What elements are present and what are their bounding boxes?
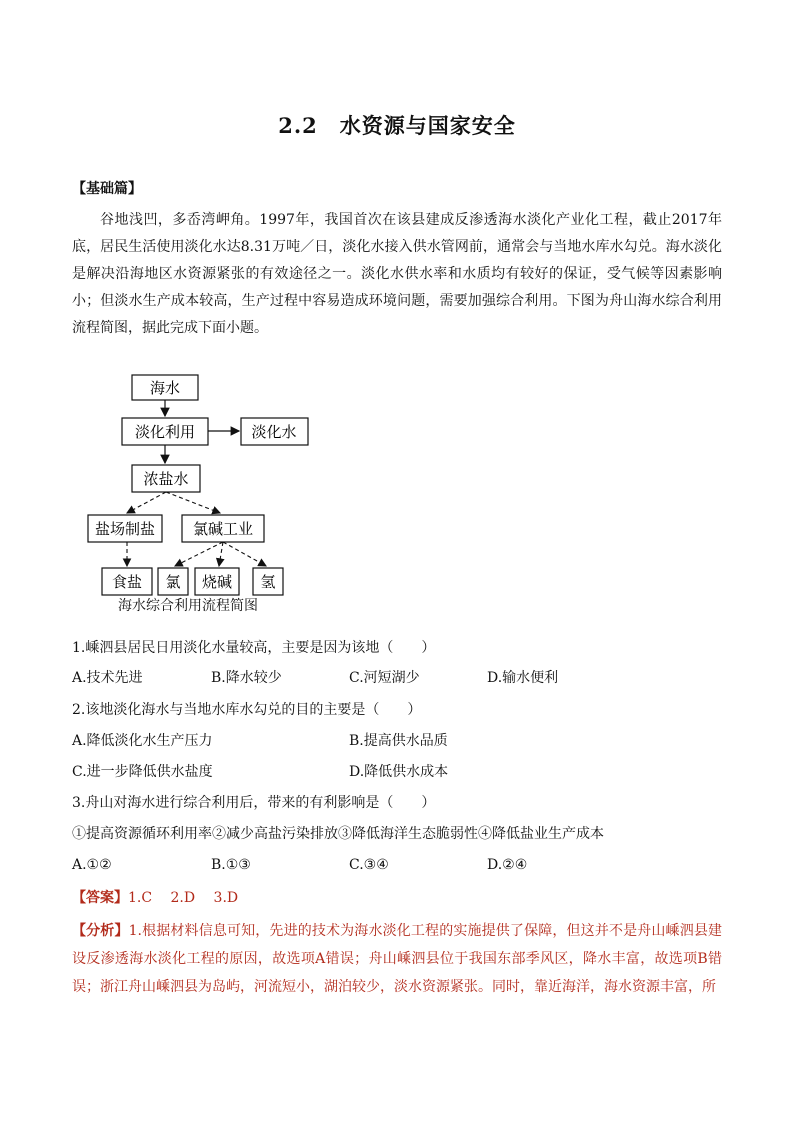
flow-diagram [72, 360, 332, 620]
node-hydrogen-label: 氢 [260, 573, 276, 591]
question-1-option-a: A.技术先进 [72, 670, 143, 686]
question-1-stem: 1.嵊泗县居民日用淡化水量较高，主要是因为该地（ ） [72, 640, 436, 656]
question-3-option-d: D.②④ [487, 857, 528, 873]
answer-text: 1.C 2.D 3.D [128, 890, 239, 906]
edge-chloralkali-caustic [219, 542, 223, 566]
answer-label: 【答案】 [72, 890, 128, 906]
node-seawater-label: 海水 [149, 379, 181, 397]
intro-paragraph [72, 207, 722, 342]
node-chloralkali-label: 氯碱工业 [192, 520, 254, 538]
node-brine-label: 浓盐水 [143, 470, 189, 488]
question-3-option-a: A.①② [72, 857, 112, 873]
edge-brine-chloralkali [166, 492, 220, 513]
page-title: 2.2 水资源与国家安全 [278, 113, 516, 138]
analysis-label: 【分析】 [72, 923, 129, 939]
answer-line [72, 887, 238, 907]
question-2-option-c: C.进一步降低供水盐度 [72, 764, 213, 780]
question-1-option-d: D.输水便利 [487, 670, 559, 686]
analysis-block [72, 917, 722, 1001]
question-2-stem: 2.该地淡化海水与当地水库水勾兑的目的主要是（ ） [72, 702, 422, 718]
question-1-option-b: B.降水较少 [211, 670, 282, 686]
question-2-option-b: B.提高供水品质 [349, 733, 448, 749]
node-fresh-label: 淡化水 [251, 423, 297, 441]
node-chlorine-label: 氯 [165, 573, 181, 591]
node-saltworks-label: 盐场制盐 [94, 520, 156, 538]
question-2-option-d: D.降低供水成本 [349, 764, 449, 780]
question-3-option-c: C.③④ [349, 857, 389, 873]
edge-chloralkali-hydrogen [223, 542, 266, 566]
analysis-text: 1.根据材料信息可知，先进的技术为海水淡化工程的实施提供了保障，但这并不是舟山嵊泗县建设反渗透海水淡化工程的原因，故选项A错误；舟山嵊泗县位于我国东部季风区，降水丰富，故选项B错误；浙江舟山嵊泗县为岛屿，河流短小，湖泊较少，淡水资源紧张。同时，靠近海洋，海水资源丰富，所 [72, 923, 722, 995]
question-1-option-c: C.河短湖少 [349, 670, 420, 686]
diagram-caption: 海水综合利用流程简图 [118, 598, 258, 614]
edge-chloralkali-chlorine [175, 542, 223, 566]
edge-brine-saltworks [127, 492, 166, 513]
question-3-option-b: B.①③ [211, 857, 251, 873]
section-label: 【基础篇】 [72, 181, 142, 197]
node-caustic-label: 烧碱 [201, 573, 233, 591]
node-salt-label: 食盐 [111, 573, 143, 591]
question-2-option-a: A.降低淡化水生产压力 [72, 733, 213, 749]
intro-text: 谷地浅凹，多岙湾岬角。1997年，我国首次在该县建成反渗透海水淡化产业化工程，截止2017年底，居民生活使用淡化水达8.31万吨／日，淡化水接入供水管网前，通常会与当地水库水勾兑。海水淡化是解决沿海地区水资源紧张的有效途径之一。淡化水供水率和水质均有较好的保证，受气候等因素影响小；但淡水生产成本较高，生产过程中容易造成环境问题，需要加强综合利用。下图为舟山海水综合利用流程简图，据此完成下面小题。 [72, 212, 722, 336]
node-desal-label: 淡化利用 [134, 423, 196, 441]
question-3-statement: ①提高资源循环利用率②减少高盐污染排放③降低海洋生态脆弱性④降低盐业生产成本 [72, 826, 604, 842]
question-3-stem: 3.舟山对海水进行综合利用后，带来的有利影响是（ ） [72, 795, 436, 811]
